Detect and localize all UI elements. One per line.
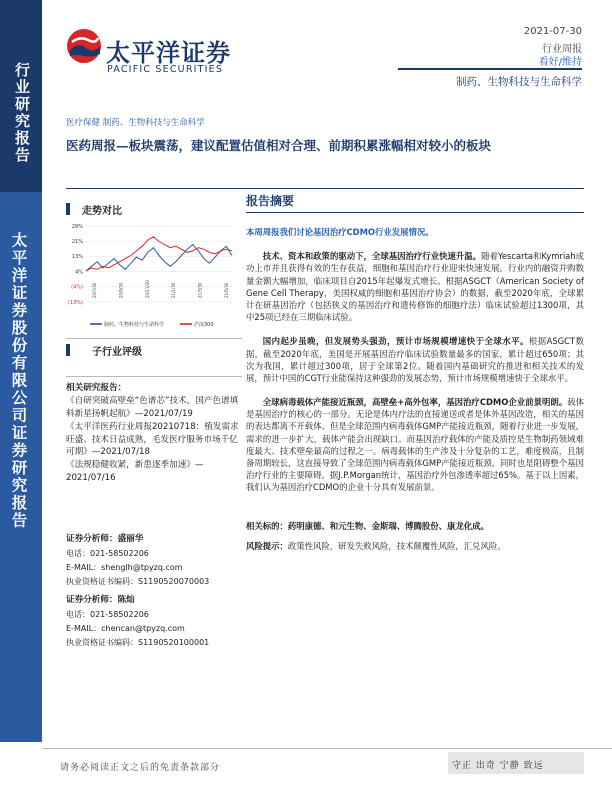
- summary-p2-lead: 国内起步虽晚，但发展势头强劲，预计市场规模增速快于全球水平。: [262, 336, 529, 347]
- title-divider: [66, 188, 584, 189]
- summary-p1-text: 随着Yescarta和Kymriah成功上市并且获得有效的生存获益，细胞和基因治疗行业迎来快速发展。行业内的融资并购数量金额大幅增加，临床项目自2015年起爆发式增长。根据ASGCT（American Society of Gene Cell Therapy，美国权威的细胞和基因治疗协会）的数据，截至2020年底，全球累计在研基因治疗（包括狭义的基因治疗和遗传修饰的细胞疗法）临床试验超过1300项，其中25项已经在三期临床试验。: [246, 251, 584, 323]
- chart-y-tick-label: (4%): [71, 284, 83, 291]
- chart-x-tick-label: 20/9/30: [118, 282, 124, 298]
- logo-text-en: PACIFIC SECURITIES: [107, 64, 224, 75]
- subrating-section-marker: [66, 344, 70, 356]
- summary-divider: [246, 212, 584, 213]
- related-item[interactable]: 《法规稳健收紧，新患逐季加速》—2021/07/16: [66, 460, 204, 484]
- trend-heading: 走势对比: [82, 206, 122, 217]
- footer-motto: 守正 出奇 宁静 致远: [452, 761, 544, 771]
- summary-paragraph: [246, 335, 584, 384]
- report-date: 2021-07-30: [523, 26, 582, 37]
- subrating-divider: [66, 376, 242, 377]
- industry-rating: 看好/维持: [538, 57, 582, 68]
- sidebar-bottom-text: 太平洋证券股份有限公司证券研究报告: [9, 232, 29, 530]
- breadcrumb: 医疗保健 制药、生物科技与生命科学: [66, 118, 205, 128]
- logo-text-cn: 太平洋证券: [106, 38, 231, 67]
- chart-lines: [86, 237, 232, 271]
- chart-divider: [66, 338, 242, 339]
- summary-p3-lead: 全球病毒载体产能接近瓶颈，高壁垒+高外包率，基因治疗CDMO企业前景明朗。: [262, 397, 568, 408]
- summary-p3-text: 载体是基因治疗的核心的一部分。无论是体内疗法的直接递送或者是体外基因改造，相关的基因的表达都离不开载体。但是全球范围内病毒载体GMP产能接近瓶颈，随着行业进一步发展，需求的进一步扩大，载体产能会出现缺口。而基因治疗载体的产能及质控是生物制药领域难度最大、技术壁垒最高的过程之一。病毒载体的生产涉及十分复杂的工艺，难度极高，且制备周期较长，这直接导致了全球范围内病毒载体GMP产能接近瓶颈，同时也是阻碍整个基因治疗行业的主要障碍。据J.P.Morgan统计，基因治疗外包渗透率超过65%。基于以上因素，我们认为基因治疗CDMO的企业十分具有发展前景。: [246, 397, 584, 493]
- sidebar-top-text: 行业研究报告: [13, 62, 31, 164]
- risk-warning: [246, 540, 584, 552]
- summary-heading: 报告摘要: [246, 194, 295, 208]
- chart-series-line: [86, 245, 232, 271]
- risk-text: 政策性风险，研发失败风险，技术颠覆性风险，汇兑风险。: [287, 540, 506, 551]
- trend-section-marker: [66, 203, 70, 215]
- analyst-phone: 电话：021-58502206: [66, 549, 149, 559]
- chart-legend: [90, 321, 214, 328]
- page-title: 医药周报—板块震荡，建议配置估值相对合理、前期积累涨幅相对较小的板块: [66, 138, 492, 153]
- summary-intro: 本周周报我们讨论基因治疗CDMO行业发展情况。: [246, 227, 434, 237]
- chart-x-tick-label: 21/3/30: [197, 282, 203, 298]
- related-targets-list: 药明康德、和元生物、金斯瑞、博腾股份、康龙化成。: [287, 520, 489, 531]
- summary-body: [246, 226, 584, 552]
- chart-y-tick-label: 21%: [71, 239, 83, 245]
- analyst-email[interactable]: E-MAIL：shenglh@tpyzq.com: [66, 563, 183, 573]
- chart-x-ticks: [92, 280, 229, 298]
- chart-y-tick-label: (13%): [67, 299, 83, 306]
- chart-x-tick-label: 20/7/30: [92, 282, 97, 298]
- analyst-cert: 执业资格证书编码：S1190520070003: [66, 577, 210, 587]
- chart-y-ticks: [68, 224, 83, 306]
- sector-name: 制药、生物科技与生命科学: [456, 76, 582, 88]
- chart-x-tick-label: 21/1/30: [171, 282, 177, 298]
- related-targets-label: 相关标的：: [246, 520, 288, 531]
- related-heading: 相关研究报告：: [66, 383, 127, 393]
- analyst-email[interactable]: E-MAIL：chencan@tpyzq.com: [66, 624, 185, 634]
- summary-paragraph: [246, 250, 584, 323]
- chart-y-tick-label: 13%: [71, 254, 83, 261]
- analyst-phone: 电话：021-58502206: [66, 610, 149, 620]
- footer-divider: [42, 748, 612, 749]
- analyst-cert: 执业资格证书编码：S1190520100001: [66, 638, 210, 648]
- sidebar-bottom: [0, 192, 42, 742]
- chart-y-tick-label: 29%: [71, 223, 83, 230]
- chart-series-line: [86, 237, 232, 271]
- related-targets: [246, 520, 584, 532]
- subrating-heading: 子行业评级: [92, 347, 142, 358]
- analyst-block: [66, 532, 242, 650]
- related-item[interactable]: 《太平洋医药行业周报20210718：植发需求旺盛、技术日益成熟，毛发医疗服务市场千亿可期》—2021/07/18: [66, 421, 239, 458]
- sidebar-top: [0, 0, 42, 192]
- header-divider: [398, 68, 582, 70]
- chart-y-tick-label: 4%: [75, 269, 83, 276]
- legend-label-pharma: 制药、生物科技与生命科学: [104, 322, 165, 328]
- chart-x-tick-label: 21/5/30: [224, 282, 229, 298]
- summary-p1-lead: 技术、资本和政策的驱动下，全球基因治疗行业快速升温。: [262, 251, 482, 262]
- summary-paragraph: [246, 396, 584, 494]
- trend-chart: [62, 218, 238, 336]
- summary-p2-text: 根据ASGCT数据，截至2020年底，美国是开展基因治疗临床试验数量最多的国家，累计超过650项；其次为我国，累计超过300项，居于全球第2位。随着国内基础研究的推进和相关技术的发展，预计中国的CGT行业能保持这种强劲的发展态势，预计市场规模增速快于全球水平。: [246, 336, 584, 383]
- related-reports: [66, 382, 242, 485]
- pacific-logo-icon: [66, 28, 102, 64]
- risk-label: 风险提示：: [246, 540, 288, 551]
- analyst-name: 证券分析师：盛丽华: [66, 534, 144, 544]
- chart-x-tick-label: 20/11/30: [144, 280, 150, 298]
- report-type: 行业周报: [542, 44, 582, 55]
- analyst-name: 证券分析师：陈灿: [66, 595, 135, 606]
- related-item[interactable]: 《自研突破高壁垒“色谱芯”技术，国产色谱填料新星扬帆起航》—2021/07/19: [66, 395, 239, 419]
- footer-disclaimer-note: 请务必阅读正文之后的免责条款部分: [60, 763, 221, 773]
- legend-label-hs300: 沪深300: [194, 322, 214, 328]
